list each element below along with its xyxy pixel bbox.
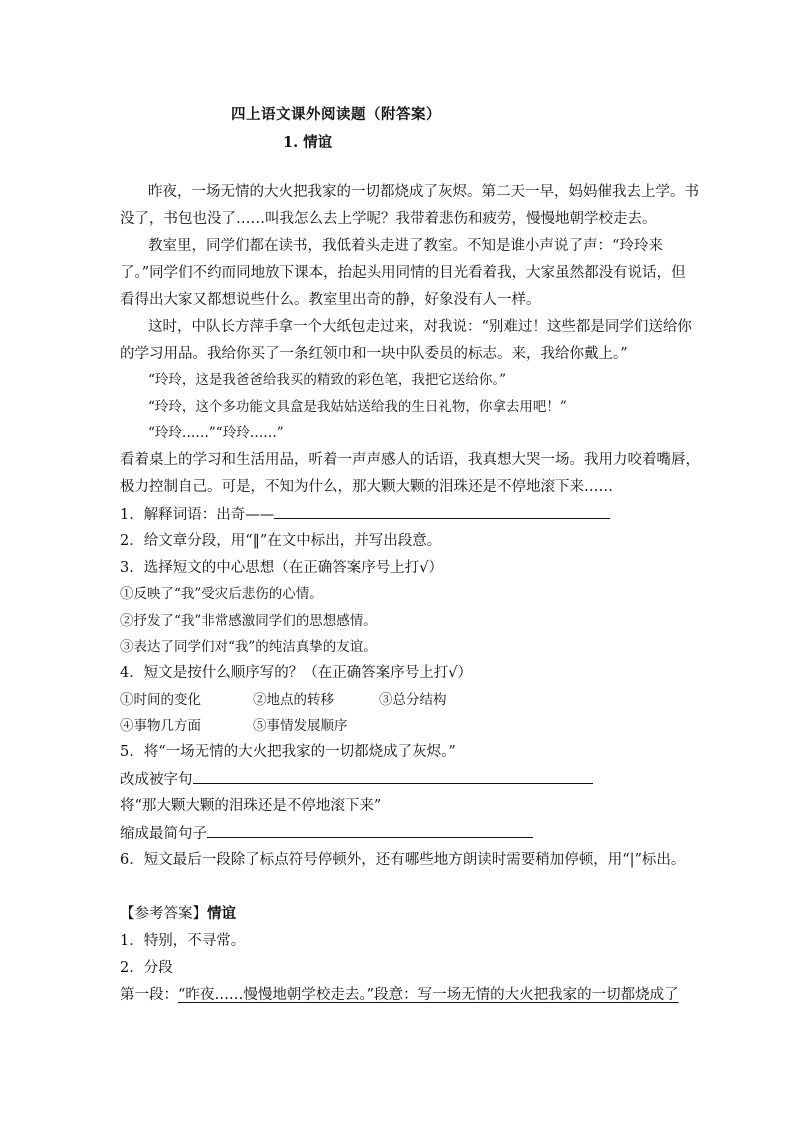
- answer-2: 2．分段: [120, 960, 173, 976]
- question-4-option: ③总分结构: [379, 692, 447, 708]
- passage-line: 昨夜，一场无情的大火把我家的一切都烧成了灰烬。第二天一早，妈妈催我去上学。书: [148, 184, 699, 200]
- passage-line: 极力控制自己。可是，不知为什么，那大颗大颗的泪珠还是不停地滚下来……: [120, 479, 613, 495]
- answers-heading-bracket: 【参考答案】: [120, 906, 207, 922]
- question-5-part-a-label: 改成被字句: [120, 772, 193, 788]
- question-1: [120, 504, 610, 525]
- question-4-option: ②地点的转移: [253, 692, 334, 708]
- passage-line: 这时，中队长方萍手拿一个大纸包走过来，对我说：“别难过！这些都是同学们送给你: [148, 319, 692, 335]
- answer-2-first-section: [120, 985, 679, 1005]
- answer-blank[interactable]: [274, 504, 610, 519]
- passage-line: 教室里，同学们都在读书，我低着头走进了教室。不知是谁小声说了声：“玲玲来: [148, 238, 663, 254]
- answer-blank[interactable]: [207, 823, 533, 838]
- question-3: 3．选择短文的中心思想（在正确答案序号上打√）: [120, 560, 443, 576]
- question-4-option: ①时间的变化: [120, 692, 201, 708]
- question-3-option: ③表达了同学们对“我”的纯洁真挚的友谊。: [120, 639, 377, 655]
- question-3-option: ①反映了“我”受灾后悲伤的心情。: [120, 586, 323, 602]
- question-5-part-c-label: 缩成最简句子: [120, 826, 207, 842]
- question-3-option: ②抒发了“我”非常感激同学们的思想感情。: [120, 613, 377, 629]
- question-6: 6．短文最后一段除了标点符号停顿外，还有哪些地方朗读时需要稍加停顿，用“|”标出。: [120, 852, 686, 868]
- passage-line: “玲玲，这是我爸爸给我买的精致的彩色笔，我把它送给你。”: [148, 372, 507, 388]
- question-5: 5．将“一场无情的大火把我家的一切都烧成了灰烬。”: [120, 744, 456, 760]
- answer-1: 1．特别，不寻常。: [120, 933, 246, 949]
- question-4-option: ④事物几方面: [120, 718, 201, 734]
- answers-heading-title: 情谊: [207, 905, 236, 922]
- question-5-part-a: [120, 769, 593, 790]
- section-title: 1. 情谊: [283, 134, 333, 151]
- passage-line: 没了，书包也没了……叫我怎么去上学呢？我带着悲伤和疲劳，慢慢地朝学校走去。: [120, 211, 657, 227]
- answer-2-prefix: 第一段：: [120, 987, 178, 1003]
- answers-heading: [120, 904, 236, 924]
- question-2: 2．给文章分段，用“‖”在文中标出，并写出段意。: [120, 533, 442, 549]
- question-4-options-row-1: [120, 690, 447, 710]
- passage-line: “玲玲……”“玲玲……”: [148, 425, 284, 441]
- answer-blank[interactable]: [193, 769, 593, 784]
- passage-line: 看着桌上的学习和生活用品，听着一声声感人的话语，我真想大哭一场。我用力咬着嘴唇，: [120, 452, 700, 468]
- page-title: 四上语文课外阅读题（附答案）: [231, 106, 441, 123]
- passage-line: 看得出大家又都想说些什么。教室里出奇的静，好象没有人一样。: [120, 292, 541, 308]
- question-5-part-b: 将“那大颗大颗的泪珠还是不停地滚下来”: [120, 798, 382, 814]
- question-1-text: 1．解释词语：出奇——: [120, 507, 275, 523]
- question-4: 4．短文是按什么顺序写的？（在正确答案序号上打√）: [120, 665, 472, 681]
- question-4-option: ⑤事情发展顺序: [253, 718, 348, 734]
- passage-line: 了。”同学们不约而同地放下课本，抬起头用同情的目光看着我，大家虽然都没有说话，但: [120, 265, 686, 281]
- passage-line: “玲玲，这个多功能文具盒是我姑姑送给我的生日礼物，你拿去用吧！”: [148, 399, 567, 415]
- question-4-options-row-2: [120, 716, 348, 736]
- passage-line: 的学习用品。我给你买了一条红领巾和一块中队委员的标志。来，我给你戴上。”: [120, 346, 628, 362]
- answer-2-text: “昨夜……慢慢地朝学校走去。”段意：写一场无情的大火把我家的一切都烧成了: [178, 987, 679, 1003]
- question-5-part-c: [120, 823, 533, 844]
